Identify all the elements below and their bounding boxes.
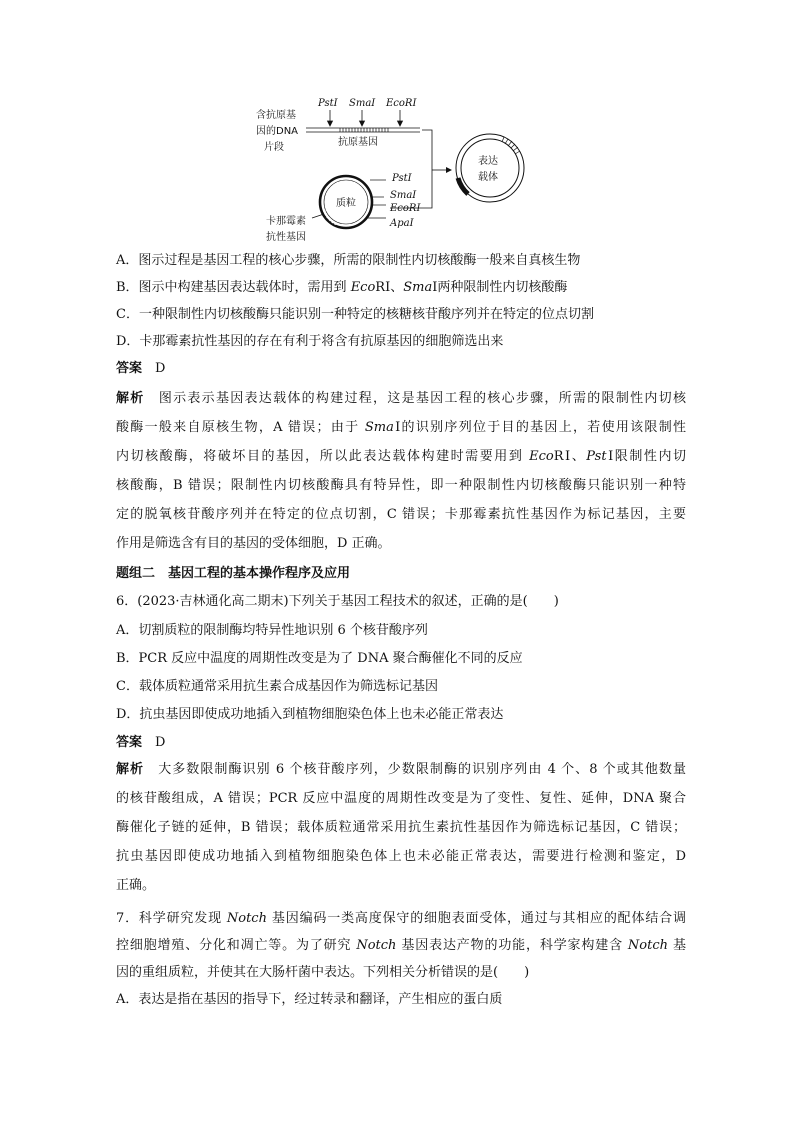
- q6-option-b: B．PCR 反应中温度的周期性改变是为了 DNA 聚合酶催化不同的反应: [116, 651, 523, 666]
- dna-strand: [306, 128, 420, 132]
- q6-answer-label: 答案: [116, 735, 143, 750]
- group2-label: 题组二: [116, 566, 156, 581]
- antigen-gene-label: 抗原基因: [338, 137, 378, 148]
- antigen-gene-segment: [340, 128, 388, 132]
- q7-stem-1: [116, 910, 686, 928]
- q5-exp3-mid: RⅠ、: [553, 449, 587, 464]
- dna-label-1: 含抗原基: [256, 110, 296, 121]
- q5-exp3-pre: 内切核酸酶，将破坏目的基因，所以此表达载体构建时需要用到: [116, 449, 530, 464]
- plasmid-eco-label: EcoRⅠ: [390, 203, 421, 214]
- q5-answer: [116, 360, 686, 378]
- q7-stem-3: 因的重组质粒，并使其在大肠杆菌中表达。下列相关分析错误的是( ): [116, 965, 530, 980]
- enzyme-pst-label: PstⅠ: [318, 98, 338, 109]
- gene-vector-diagram: [250, 90, 540, 250]
- q5-explanation-6: 作用是筛选含有目的基因的受体细胞，D 正确。: [116, 536, 391, 551]
- resistance-label-1: 卡那霉素: [266, 216, 306, 227]
- q5-explanation-text-1: 图示表示基因表达载体的构建过程，这是基因工程的核心步骤，所需的限制性内切核: [158, 391, 686, 406]
- q5-option-b-eco: Eco: [350, 280, 376, 295]
- q5-explanation-label: 解析: [116, 391, 145, 406]
- q6-answer-value: D: [155, 735, 166, 750]
- q6-explanation-2: 的核苷酸组成，A 错误；PCR 反应中温度的周期性改变是为了变性、复性、延伸，DNA 聚合: [116, 791, 686, 806]
- q5-option-a: A．图示过程是基因工程的核心步骤，所需的限制性内切核酸酶一般来自真核生物: [116, 253, 581, 268]
- q7-l2-mid: 基因表达产物的功能，科学家构建含: [396, 938, 628, 953]
- q5-option-b-sma: Sma: [403, 280, 433, 295]
- q5-explanation-2: [116, 419, 686, 437]
- enzyme-sma-label: SmaⅠ: [349, 98, 376, 109]
- q5-explanation-3: [116, 448, 686, 466]
- q6-explanation-label: 解析: [116, 762, 145, 777]
- q5-exp2-pre: 酸酶一般来自原核生物，A 错误；由于: [116, 420, 365, 435]
- q6-answer: [116, 734, 686, 752]
- q6-stem: 6．(2023·吉林通化高二期末)下列关于基因工程技术的叙述，正确的是( ): [116, 594, 559, 609]
- q5-option-c: C．一种限制性内切核酸酶只能识别一种特定的核糖核苷酸序列并在特定的位点切割: [116, 307, 594, 322]
- q7-l2-notch: Notch: [356, 938, 397, 953]
- q5-explanation-1: [116, 390, 686, 408]
- group2-heading: [116, 565, 686, 583]
- plasmid-pst-label: PstⅠ: [392, 173, 412, 184]
- q5-explanation-4: 核酸酶，B 错误；限制性内切核酸酶具有特异性，即一种限制性内切核酸酶只能识别一种特: [116, 478, 686, 493]
- q6-explanation-5: 正确。: [116, 878, 156, 893]
- q5-exp3-post: Ⅰ限制性内切: [606, 449, 686, 464]
- q6-option-d: D．抗虫基因即使成功地插入到植物细胞染色体上也未必能正常表达: [116, 707, 504, 722]
- dna-label-2: 因的DNA: [256, 126, 299, 137]
- dna-label-3: 片段: [264, 142, 284, 153]
- resistance-label-2: 抗性基因: [266, 232, 306, 243]
- q5-answer-value: D: [155, 361, 166, 376]
- q6-option-a: A．切割质粒的限制酶均特异性地识别 6 个核苷酸序列: [116, 623, 428, 638]
- q6-explanation-3: 酶催化子链的延伸，B 错误；载体质粒通常采用抗生素抗性基因作为筛选标记基因，C 错误；: [116, 820, 686, 835]
- q5-option-b: [116, 279, 686, 297]
- q5-exp3-pst: Pst: [586, 449, 607, 464]
- vector-label-2: 载体: [478, 172, 498, 183]
- q5-option-d: D．卡那霉素抗性基因的存在有利于将含有抗原基因的细胞筛选出来: [116, 334, 504, 349]
- plasmid-apa-label: ApaⅠ: [390, 218, 414, 229]
- bracket-arrowhead: [446, 167, 452, 173]
- q7-l2-pre: 控细胞增殖、分化和凋亡等。为了研究: [116, 938, 357, 953]
- q6-explanation-text-1: 大多数限制酶识别 6 个核苷酸序列，少数限制酶的识别序列由 4 个、8 个或其他数量: [158, 762, 686, 777]
- q7-l2-notch-2: Notch: [627, 938, 669, 953]
- q5-answer-label: 答案: [116, 361, 143, 376]
- plasmid-sma-label: SmaⅠ: [390, 190, 417, 201]
- q6-option-c: C．载体质粒通常采用抗生素合成基因作为筛选标记基因: [116, 679, 438, 694]
- q5-explanation-5: 定的脱氧核苷酸序列并在特定的位点切割，C 错误；卡那霉素抗性基因作为标记基因，主要: [116, 507, 686, 522]
- group2-title: 基因工程的基本操作程序及应用: [168, 566, 351, 581]
- q5-option-b-mid: RⅠ、: [375, 280, 404, 295]
- plasmid-label: 质粒: [336, 198, 356, 209]
- q5-exp3-eco: Eco: [529, 449, 554, 464]
- q7-l1-post: 基因编码一类高度保守的细胞表面受体，通过与其相应的配体结合调: [266, 911, 686, 926]
- q7-l1-notch: Notch: [226, 911, 267, 926]
- q5-exp2-sma: Sma: [364, 420, 394, 435]
- q6-explanation-4: 抗虫基因即使成功地插入到植物细胞染色体上也未必能正常表达，需要进行检测和鉴定，D: [116, 849, 686, 864]
- q5-option-b-pre: B．图示中构建基因表达载体时，需用到: [116, 280, 351, 295]
- enzyme-eco-label: EcoRⅠ: [386, 98, 417, 109]
- q7-option-a: A．表达是指在基因的指导下，经过转录和翻译，产生相应的蛋白质: [116, 992, 503, 1007]
- enzyme-arrows: [328, 110, 403, 126]
- q7-stem-2: [116, 937, 686, 955]
- q5-option-b-post: Ⅰ两种限制性内切核酸酶: [432, 280, 568, 295]
- resistance-pointer: [312, 214, 324, 218]
- q5-exp2-post: Ⅰ的识别序列位于目的基因上，若使用该限制性: [393, 420, 687, 435]
- vector-label-1: 表达: [478, 156, 498, 167]
- q7-l2-post: 基: [668, 938, 686, 953]
- expression-vector-circle: [456, 134, 524, 202]
- q7-l1-pre: 7．科学研究发现: [116, 911, 227, 926]
- diagram-svg: [250, 90, 540, 250]
- q6-explanation-1: [116, 761, 686, 779]
